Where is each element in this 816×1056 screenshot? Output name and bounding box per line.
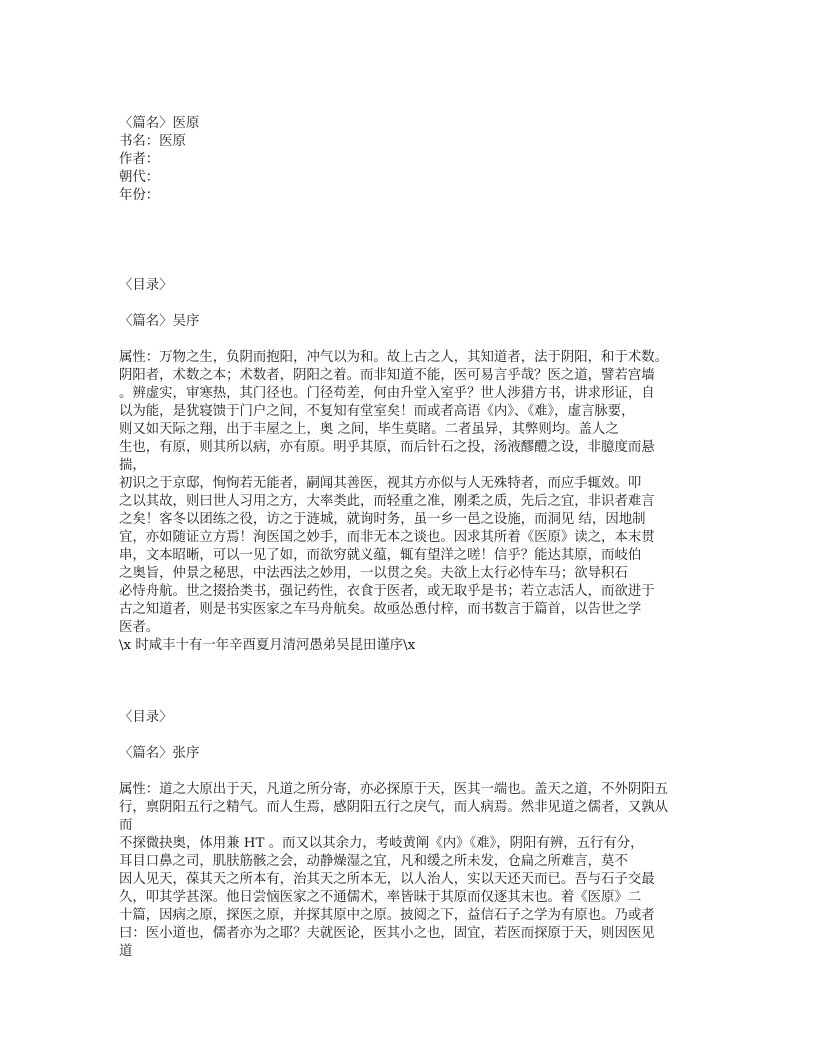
body-line: 阴阳者，术数之本；术数者，阴阳之着。而非知道不能，医可易言乎哉？医之道，譬若宫墙 [119,368,655,383]
section-title: 〈篇名〉吴序 [119,314,200,329]
header-block [119,115,709,205]
body-line: 属性：万物之生，负阴而抱阳，冲气以为和。故上古之人，其知道者，法于阴阳，和于术数。 [119,350,669,365]
chapter-title: 〈篇名〉医原 [119,116,200,131]
section-body [119,781,709,961]
body-line: 之以其故，则曰世人习用之方，大率类此，而轻重之准，刚柔之质，先后之宜，非识者难言 [119,494,655,509]
body-line: 道 [119,944,133,959]
book-name: 书名：医原 [119,134,186,149]
dynasty-field: 朝代： [119,170,160,185]
section-zhang-preface [119,709,709,961]
body-line: 耳目口鼻之司，肌肤筋骸之会，动静燥湿之宜，凡和缓之所未发，仓扁之所难言，莫不 [119,854,628,869]
body-line: 曰：医小道也，儒者亦为之耶？夫就医论，医其小之也，固宜，若医而探原于天，则因医见 [119,926,655,941]
toc-label: 〈目录〉 [119,710,173,725]
body-line: 宜，亦如随证立方焉！洵医国之妙手，而非无本之谈也。因求其所着《医原》读之，本末贯 [119,530,655,545]
body-line: 医者。 [119,620,160,635]
body-line: 之矣！客冬以团练之役，访之于涟城，就询时务，虽一乡一邑之设施，而洞见 结，因地制 [119,512,646,527]
year-field: 年份： [119,188,160,203]
section-wu-preface [119,277,709,655]
body-line: 串，文本昭晰，可以一见了如，而欲穷就义蕴，辄有望洋之嗟！信乎？能达其原，而岐伯 [119,548,642,563]
document-page [119,115,709,961]
body-line: 。辨虚实，审寒热，其门径也。门径苟差，何由升堂入室乎？世人涉猎方书，讲求形证，自 [119,386,655,401]
body-line: 十篇，因病之原，探医之原，并探其原中之原。披阅之下，益信石子之学为有原也。乃或者 [119,908,655,923]
body-line: 因人见天，葆其天之所本有，治其天之所本无，以人治人，实以天还天而已。吾与石子交最 [119,872,655,887]
body-line: 不探微抉奥，体用兼 HT 。而又以其余力，考岐黄阐《内》《难》，阴阳有辨，五行有分， [119,836,644,851]
body-line: 而 [119,818,133,833]
body-line: 行，禀阴阳五行之精气。而人生焉，感阴阳五行之戾气，而人病焉。然非见道之儒者，又孰从 [119,800,669,815]
toc-label: 〈目录〉 [119,278,173,293]
section-title: 〈篇名〉张序 [119,746,200,761]
body-line: 初识之于京邸，恂恂若无能者，嗣闻其善医，视其方亦似与人无殊特者，而应手辄效。叩 [119,476,642,491]
author-field: 作者： [119,152,160,167]
section-body [119,349,709,655]
signature-line: \x 时咸丰十有一年辛酉夏月清河愚弟吴昆田谨序\x [119,638,416,653]
body-line: 必恃舟航。世之掇拾类书，强记药性，衣食于医者，或无取乎是书；若立志活人，而欲进于 [119,584,655,599]
body-line: 生也，有原，则其所以病，亦有原。明乎其原，而后针石之投，汤液醪醴之设，非臆度而悬 [119,440,655,455]
body-line: 属性：道之大原出于天，凡道之所分寄，亦必探原于天，医其一端也。盖天之道，不外阴阳五 [119,782,669,797]
body-line: 揣， [119,458,146,473]
body-line: 古之知道者，则是书实医家之车马舟航矣。故亟怂恿付梓，而书数言于篇首，以告世之学 [119,602,642,617]
body-line: 久，叩其学甚深。他日尝恼医家之不通儒术，率皆昧于其原而仅逐其末也。着《医原》二 [119,890,642,905]
body-line: 以为能，是犹寝馈于门户之间，不复知有堂室矣！而或者高语《内》、《难》，虚言脉要， [119,404,635,419]
body-line: 之奥旨，仲景之秘思，中法西法之妙用，一以贯之矣。夫欲上太行必恃车马；欲导积石 [119,566,628,581]
body-line: 则又如天际之翔，出于丰屋之上，奥 之间，毕生莫睹。二者虽异，其弊则均。盖人之 [119,422,619,437]
